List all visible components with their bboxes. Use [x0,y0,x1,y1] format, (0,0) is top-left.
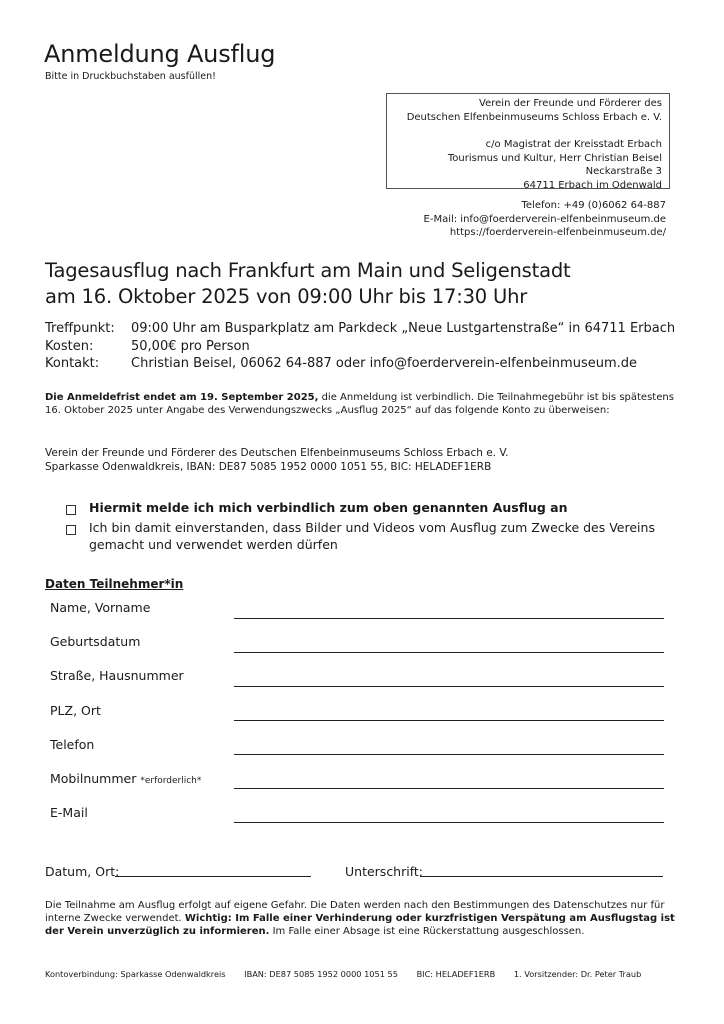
phone-field[interactable] [234,754,664,755]
zip-city-field[interactable] [234,720,664,721]
address-line: 64711 Erbach im Odenwald [523,179,662,191]
info-value: 50,00€ pro Person [131,338,250,354]
disclaimer-text: Die Teilnahme am Ausflug erfolgt auf eigene Gefahr. Die Daten werden nach den Bestimmungen des Datenschutzes nur für interne Zwecke verwendet. [45,900,665,925]
address-line: Tourismus und Kultur, Herr Christian Beisel [447,152,662,164]
field-label-street: Straße, Hausnummer [50,668,184,683]
event-info-table [45,320,675,373]
footer-chair: 1. Vorsitzender: Dr. Peter Traub [513,969,642,979]
checkbox[interactable] [66,525,76,535]
payment-text: die Anmeldung ist verbindlich. Die Teilnahmegebühr ist bis spätestens 16. Oktober 2025 unter Angabe des Verwendungszwecks „Ausflug 2025“ auf das folgende Konto zu überweisen: [45,392,674,417]
footer [45,969,641,979]
field-label-mobile [50,771,201,786]
info-row-meeting [45,320,675,338]
contact-email[interactable]: E-Mail: info@foerderverein-elfenbeinmuseum.de [423,213,666,225]
signature-field[interactable] [420,876,663,877]
bank-line: Sparkasse Odenwaldkreis, IBAN: DE87 5085 1952 0000 1051 55, BIC: HELADEF1ERB [45,461,492,473]
disclaimer [45,899,675,939]
info-label: Kontakt: [45,356,100,371]
disclaimer-important: Wichtig: Im Falle einer Verhinderung oder kurzfristigen Verspätung am Ausflugstag ist der Verein unverzüglich zu informieren. [45,913,675,938]
page-subtitle: Bitte in Druckbuchstaben ausfüllen! [45,71,216,82]
address-line: Neckarstraße 3 [585,166,662,178]
info-row-cost [45,338,675,356]
event-title-line: am 16. Oktober 2025 von 09:00 Uhr bis 17:30 Uhr [45,285,528,308]
address-line: Deutschen Elfenbeinmuseums Schloss Erbach e. V. [406,111,662,123]
info-row-contact [45,355,675,373]
footer-iban: IBAN: DE87 5085 1952 0000 1051 55 [244,969,398,979]
address-box [386,93,670,189]
info-label: Treffpunkt: [45,321,115,336]
required-note: *erforderlich* [140,776,202,786]
event-title [45,258,570,310]
date-place-label: Datum, Ort: [45,864,120,879]
page-title: Anmeldung Ausflug [44,40,276,68]
disclaimer-text: Im Falle einer Absage ist eine Rückerstattung ausgeschlossen. [269,926,585,938]
mobile-label-text: Mobilnummer [50,771,137,786]
field-label-birthdate: Geburtsdatum [50,634,141,649]
contact-phone: Telefon: +49 (0)6062 64-887 [521,200,666,211]
checkbox-label: Hiermit melde ich mich verbindlich zum oben genannten Ausflug an [89,500,568,515]
footer-bic: BIC: HELADEF1ERB [416,969,496,979]
email-field[interactable] [234,822,664,823]
info-value: Christian Beisel, 06062 64-887 oder info@foerderverein-elfenbeinmuseum.de [131,356,638,371]
field-label-name: Name, Vorname [50,600,151,615]
address-line: c/o Magistrat der Kreisstadt Erbach [485,139,662,151]
street-field[interactable] [234,686,664,687]
checkbox[interactable] [66,505,76,515]
bank-line: Verein der Freunde und Förderer des Deutschen Elfenbeinmuseums Schloss Erbach e. V. [45,447,509,459]
payment-paragraph [45,391,675,418]
info-label: Kosten: [45,338,94,354]
field-label-email: E-Mail [50,805,88,820]
footer-bank: Kontoverbindung: Sparkasse Odenwaldkreis [45,969,226,979]
registration-checkbox-row[interactable] [66,500,686,517]
bank-details [45,446,675,474]
field-label-phone: Telefon [50,737,95,752]
field-label-zip-city: PLZ, Ort [50,703,101,718]
checkbox-label: Ich bin damit einverstanden, dass Bilder und Videos vom Ausflug zum Zwecke des Vereins gemacht und verwendet werden dürfen [89,520,655,552]
date-place-field[interactable] [115,876,311,877]
info-value: 09:00 Uhr am Busparkplatz am Parkdeck „Neue Lustgartenstraße“ in 64711 Erbach [131,321,676,336]
deadline-text: Die Anmeldefrist endet am 19. September 2025, [45,392,319,403]
birthdate-field[interactable] [234,652,664,653]
media-consent-checkbox-row[interactable] [66,520,686,553]
contact-website[interactable]: https://foerderverein-elfenbeinmuseum.de/ [449,227,666,238]
participant-heading: Daten Teilnehmer*in [45,577,184,591]
signature-label: Unterschrift: [345,864,424,879]
name-field[interactable] [234,618,664,619]
contact-block [380,199,666,240]
address-line: Verein der Freunde und Förderer des [479,98,662,109]
event-title-line: Tagesausflug nach Frankfurt am Main und Seligenstadt [45,259,571,282]
mobile-field[interactable] [234,788,664,789]
